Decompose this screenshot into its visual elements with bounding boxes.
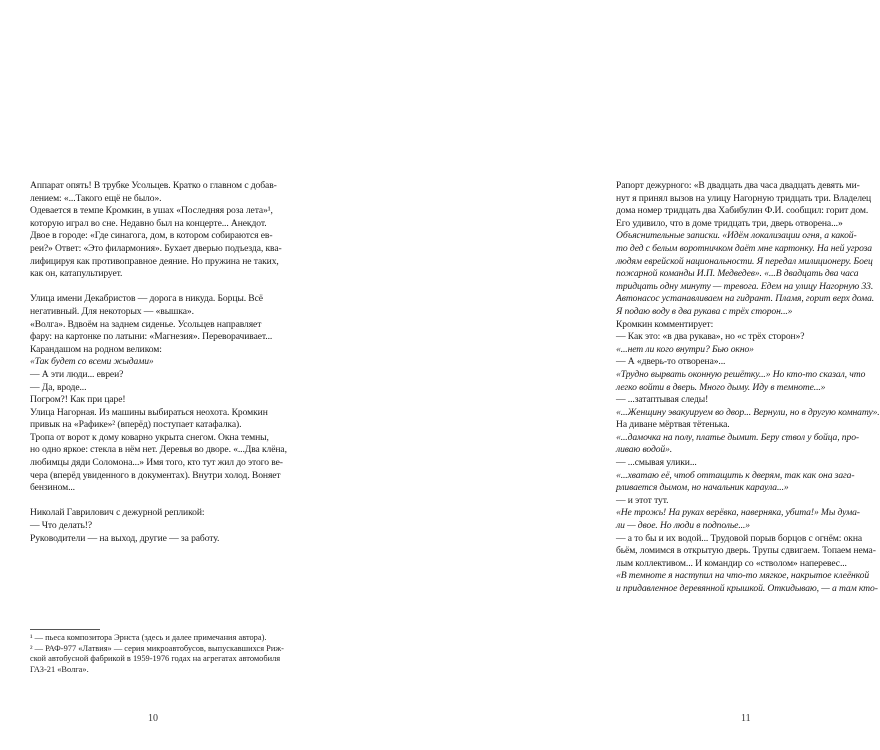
text-line: — А эти люди... евреи? bbox=[30, 368, 124, 380]
text-line: «Трудно вырвать оконную решётку...» Но кто-то сказал, что bbox=[616, 368, 866, 380]
text-line: Его удивило, что в доме тридцать три, дверь отворена...» bbox=[616, 217, 843, 229]
text-line: ли — двое. Но люди в подполье...» bbox=[616, 520, 750, 532]
footnotes bbox=[30, 629, 284, 675]
text-line: Автонасос устанавливаем на гидрант. Пламя, горит верх дома. bbox=[616, 293, 875, 305]
right-page-text bbox=[616, 180, 880, 596]
text-line: нут я принял вызов на улицу Нагорную тридцать три. Владелец bbox=[616, 192, 872, 204]
text-line: «...нет ли кого внутри? Бью окно» bbox=[616, 343, 754, 355]
text-line: — ...затаптывая следы! bbox=[616, 394, 709, 406]
footnote-line: ² — РАФ-977 «Латвия» — серия микроавтобусов, выпускавшихся Риж- bbox=[30, 643, 284, 653]
text-line: бьём, ломимся в открытую дверь. Трупы сдвигаем. Топаем нема- bbox=[616, 545, 876, 557]
text-line: негативный. Для некоторых — «вышка». bbox=[30, 305, 194, 317]
text-line: На диване мёртвая тётенька. bbox=[616, 419, 730, 431]
text-line bbox=[30, 495, 280, 508]
text-line: людям еврейской национальности. Я передал милиционеру. Боец bbox=[616, 255, 873, 267]
page-number-left: 10 bbox=[148, 713, 158, 724]
text-line: Карандашом на родном великом: bbox=[30, 343, 162, 355]
text-line: лифицируя как противоправное деяние. Но пружина не таких, bbox=[30, 255, 279, 267]
text-line: дома номер тридцать два Хабибулин Ф.И. сообщил: горит дом. bbox=[616, 205, 869, 217]
text-line: — и этот тут. bbox=[616, 494, 669, 506]
text-line: Николай Гаврилович с дежурной репликой: bbox=[30, 507, 205, 519]
footnote-rule bbox=[30, 629, 100, 630]
footnote-line: ГАЗ-21 «Волга». bbox=[30, 664, 89, 674]
text-line: Объяснительные записки. «Идём локализации огня, а какой- bbox=[616, 230, 857, 242]
text-line: Рапорт дежурного: «В двадцать два часа двадцать девять ми- bbox=[616, 180, 860, 191]
text-line: «Не трожь! На руках верёвка, наверняка, убита!» Мы дума- bbox=[616, 507, 860, 519]
text-line: Руководители — на выход, другие — за работу. bbox=[30, 532, 220, 544]
text-line: Тропа от ворот к дому коварно укрыта снегом. Окна темны, bbox=[30, 431, 269, 443]
text-line: тридцать одну минуту — тревога. Едем на улицу Нагорную 33. bbox=[616, 280, 874, 292]
text-line: «Волга». Вдвоём на заднем сиденье. Усольцев направляет bbox=[30, 318, 262, 330]
text-line: пожарной команды И.П. Медведев». «...В двадцать два часа bbox=[616, 268, 859, 280]
text-line: но одно яркое: стекла в нём нет. Деревья во дворе. «...Два клёна, bbox=[30, 444, 287, 456]
text-line: «Так будет со всеми жыдами» bbox=[30, 356, 154, 368]
text-line: Одевается в темпе Кромкин, в ушах «Последняя роза лета»¹, bbox=[30, 205, 273, 217]
text-line: «...хватаю её, чтоб оттащить к дверям, так как она зага- bbox=[616, 469, 855, 481]
text-line: рливается дымом, но начальник караула...» bbox=[616, 482, 789, 494]
text-line: Погром?! Как при царе! bbox=[30, 394, 126, 406]
text-line: — ...смывая улики... bbox=[616, 457, 697, 469]
text-line: «...дамочка на полу, платье дымит. Беру ствол у бойца, про- bbox=[616, 431, 859, 443]
right-page bbox=[300, 0, 880, 750]
text-line: бензином... bbox=[30, 482, 75, 494]
text-line: «...Женщину эвакуируем во двор... Вернули, но в другую комнату». bbox=[616, 406, 880, 418]
text-line: чера (вперёд увиденного в документах). Внутри холод. Воняет bbox=[30, 469, 281, 481]
text-line: и придавленное деревянной крышкой. Откидываю, — а там кто- bbox=[616, 583, 878, 594]
left-page-text bbox=[30, 180, 287, 545]
text-line: Аппарат опять! В трубке Усольцев. Кратко о главном с добав- bbox=[30, 180, 277, 191]
text-line: — Да, вроде... bbox=[30, 381, 87, 393]
text-line: любимцы дяди Соломона...» Имя того, кто тут жил до этого ве- bbox=[30, 457, 283, 469]
text-line: — а то бы и их водой... Трудовой порыв борцов с огнём: окна bbox=[616, 532, 863, 544]
footnote-line: ¹ — пьеса композитора Эрнста (здесь и далее примечания автора). bbox=[30, 633, 267, 642]
text-line bbox=[30, 281, 280, 294]
text-line: которую играл во сне. Недавно был на концерте... Анекдот. bbox=[30, 217, 267, 229]
text-line: лым коллективом... И командир со «стволом» наперевес... bbox=[616, 557, 847, 569]
text-line: как он, катапультирует. bbox=[30, 268, 123, 280]
text-line: Улица имени Декабристов — дорога в никуда. Борцы. Всё bbox=[30, 293, 263, 305]
text-line: фару: на картонке по латыни: «Магнезия». Переворачивает... bbox=[30, 331, 273, 343]
text-line: легко войти в дверь. Много дыму. Иду в темноте...» bbox=[616, 381, 826, 393]
left-page bbox=[0, 0, 300, 750]
text-line: «В темноте я наступил на что-то мягкое, накрытое клеёнкой bbox=[616, 570, 870, 582]
text-line: Двое в городе: «Где синагога, дом, в котором собираются ев- bbox=[30, 230, 273, 242]
text-line: реи?» Ответ: «Это филармония». Бухает дверью подъезда, ква- bbox=[30, 242, 282, 254]
text-line: Улица Нагорная. Из машины выбираться неохота. Кромкин bbox=[30, 406, 268, 418]
text-line: лением: «...Такого ещё не было». bbox=[30, 192, 162, 204]
text-line: Я подаю воду в два рукава с трёх сторон...» bbox=[616, 305, 793, 317]
text-line: Кромкин комментирует: bbox=[616, 318, 714, 330]
footnote-line: ской автобусной фабрикой в 1959-1976 годах на агрегатах автомобиля bbox=[30, 654, 281, 664]
text-line: — А «дверь-то отворена»... bbox=[616, 356, 726, 368]
text-line: привык на «Рафике»² (вперёд) поступает катафалка). bbox=[30, 419, 242, 431]
page-number-right: 11 bbox=[741, 713, 751, 724]
text-line: то дед с белым воротничком даёт мне картонку. На ней угроза bbox=[616, 242, 872, 254]
text-line: — Что делать!? bbox=[30, 520, 93, 532]
text-line: ливаю водой». bbox=[616, 444, 673, 456]
text-line: — Как это: «в два рукава», но «с трёх сторон»? bbox=[616, 331, 805, 343]
